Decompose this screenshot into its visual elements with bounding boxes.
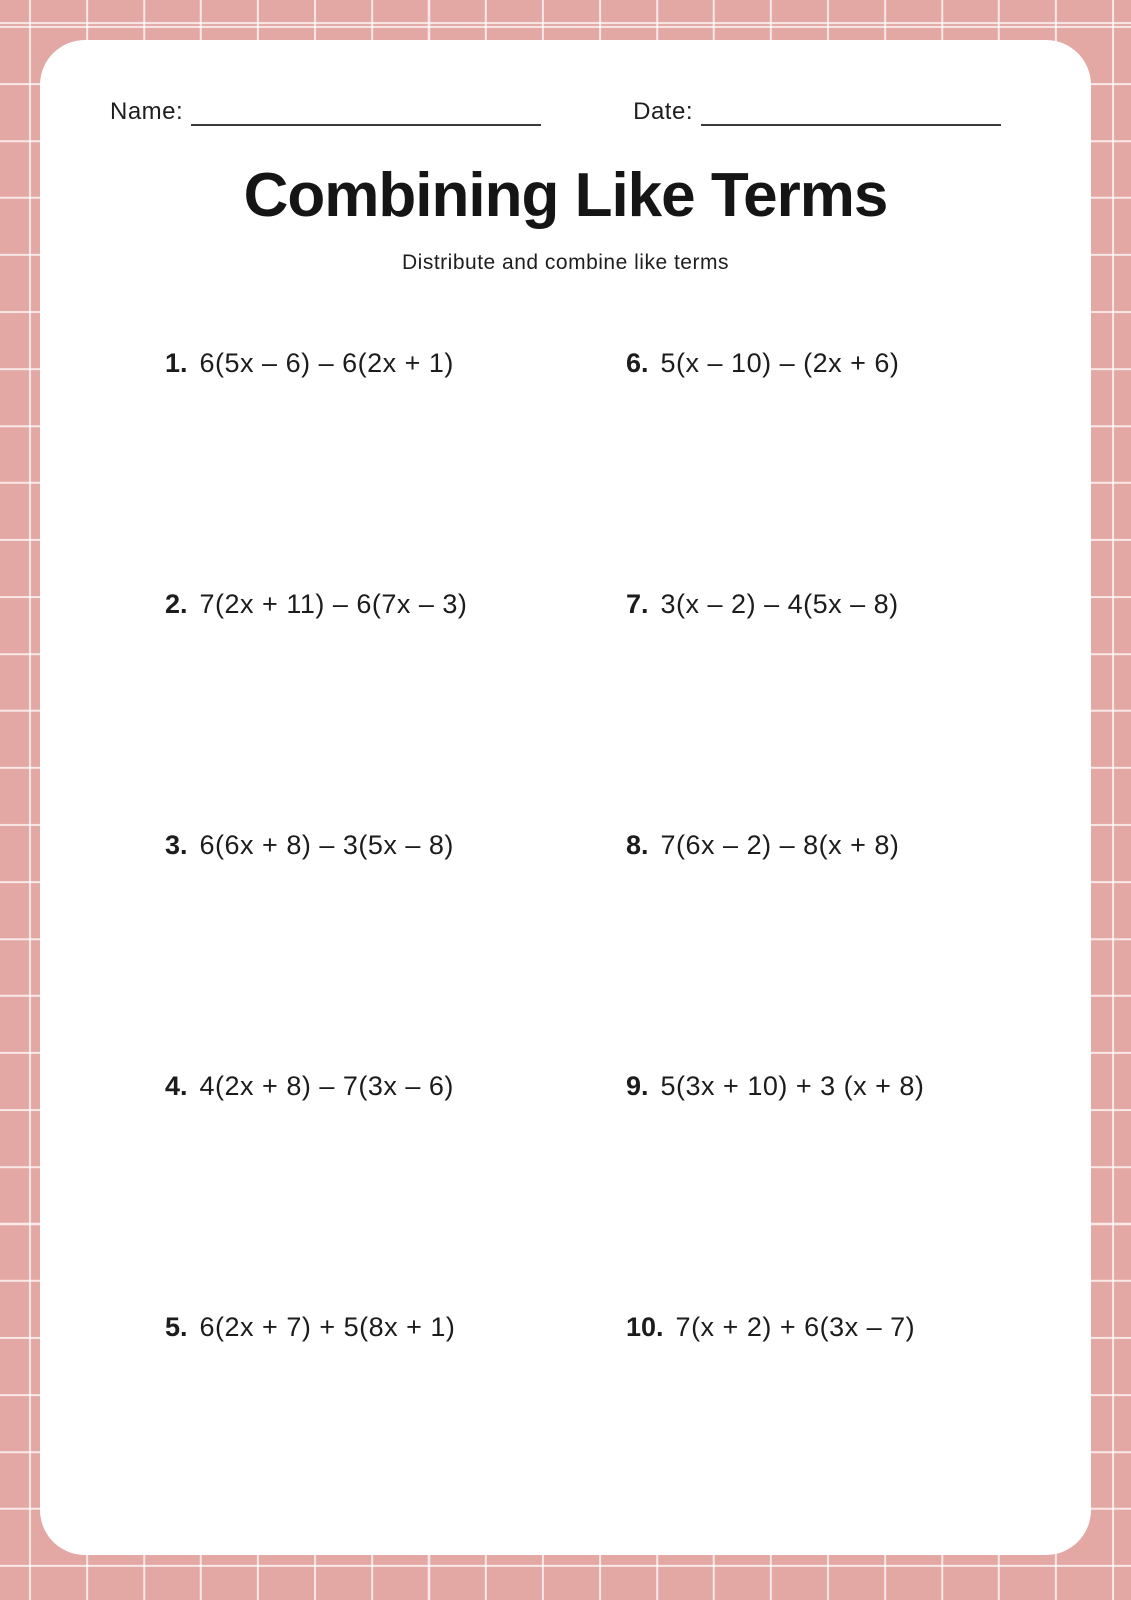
problem-number: 5. <box>165 1312 188 1342</box>
problem-number: 3. <box>165 830 188 860</box>
problem-row-2 <box>165 588 608 829</box>
problem-expression: 7(6x – 2) – 8(x + 8) <box>660 830 900 860</box>
problem-row-9 <box>608 1070 1051 1311</box>
problem-row-6 <box>608 347 1051 588</box>
problem-expression: 6(2x + 7) + 5(8x + 1) <box>199 1312 456 1342</box>
problem-row-8 <box>608 829 1051 1070</box>
problem-expression: 7(x + 2) + 6(3x – 7) <box>675 1312 916 1342</box>
problem-number: 4. <box>165 1071 188 1101</box>
problem-expression: 5(x – 10) – (2x + 6) <box>660 348 900 378</box>
name-label: Name: <box>110 98 184 125</box>
problem-row-7 <box>608 588 1051 829</box>
problem-number: 9. <box>626 1071 649 1101</box>
problem-expression: 7(2x + 11) – 6(7x – 3) <box>199 589 468 619</box>
name-field <box>110 98 541 126</box>
problem-row-1 <box>165 347 608 588</box>
problem-row-5 <box>165 1311 608 1552</box>
date-label: Date: <box>633 98 693 125</box>
problem-expression: 3(x – 2) – 4(5x – 8) <box>660 589 899 619</box>
date-blank-line <box>701 100 1001 126</box>
problem-number: 7. <box>626 589 649 619</box>
page-title: Combining Like Terms <box>243 161 888 230</box>
problem-row-10 <box>608 1311 1051 1552</box>
problem-row-4 <box>165 1070 608 1311</box>
problem-row-3 <box>165 829 608 1070</box>
problem-number: 2. <box>165 589 188 619</box>
problem-expression: 4(2x + 8) – 7(3x – 6) <box>199 1071 454 1101</box>
problem-number: 1. <box>165 348 188 378</box>
problem-number: 10. <box>626 1312 664 1342</box>
problem-expression: 5(3x + 10) + 3 (x + 8) <box>660 1071 925 1101</box>
name-blank-line <box>191 100 541 126</box>
problem-number: 6. <box>626 348 649 378</box>
problem-number: 8. <box>626 830 649 860</box>
problem-expression: 6(5x – 6) – 6(2x + 1) <box>199 348 454 378</box>
date-field <box>633 98 1001 126</box>
worksheet-header <box>40 40 1091 126</box>
problems-grid <box>40 347 1091 1552</box>
worksheet-card <box>40 40 1091 1555</box>
page-subtitle: Distribute and combine like terms <box>402 251 729 274</box>
problem-expression: 6(6x + 8) – 3(5x – 8) <box>199 830 454 860</box>
